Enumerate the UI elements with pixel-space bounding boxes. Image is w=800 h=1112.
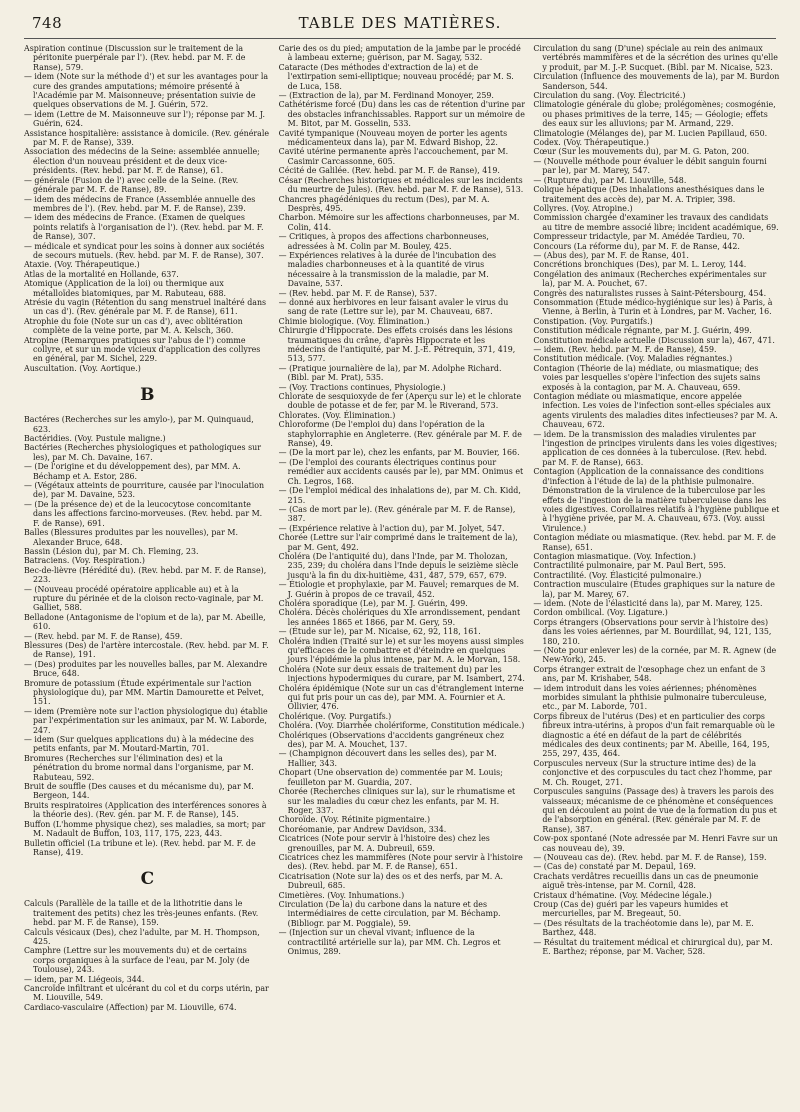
index-entry: Congélation des animaux (Recherches expérimentales sur la), par M. A. Pouchet, 67. — [533, 269, 767, 289]
index-entry: Chancres phagédéniques du rectum (Des), par M. A. Desprès, 495. — [278, 194, 490, 213]
index-entry: Concours (La réforme du), par M. F. de Ranse, 442. — [533, 241, 740, 251]
index-entry: Commission chargée d'examiner les travaux des candidats au titre de membre associé libre; incident académique, 69. — [533, 213, 779, 232]
index-entry: Climatologie (Mélanges de), par M. Lucien Papillaud, 650. — [533, 128, 768, 138]
index-columns — [24, 44, 780, 1106]
index-entry: Bruit de souffle (Des causes et du mécanisme du), par M. Bergeon, 144. — [24, 782, 254, 801]
index-entry: Corpuscules nerveux (Sur la structure intime des) de la conjonctive et des corpuscules du tact chez l'homme, par M. Ch. Rouget, 271. — [533, 758, 772, 787]
index-entry: Choroïde. (Voy. Rétinite pigmentaire.) — [278, 815, 431, 825]
index-entry: Cavité tympanique (Nouveau moyen de porter les agents médicamenteux dans la), par M. Edward Bishop, 22. — [278, 128, 508, 148]
index-entry: Batraciens. (Voy. Respiration.) — [24, 556, 145, 566]
index-entry: Bec-de-lièvre (Hérédité du). (Rev. hebd. par M. F. de Ranse), 223. — [24, 565, 267, 585]
index-entry: Cow-pox spontané (Note adressée par M. Henri Favre sur un cas nouveau de), 39. — [533, 834, 778, 853]
index-entry: — (Expérience relative à l'action du), par M. Jolyet, 547. — [278, 523, 505, 533]
index-entry: Ataxie. (Voy. Thérapeutique.) — [24, 260, 140, 270]
index-entry: — idem (Première note sur l'action physiologique du) établie par l'expérimentation sur les animaux, par M. W. Laborde, 247. — [24, 706, 268, 735]
index-entry: Constitution médicale actuelle (Discussion sur la), 467, 471. — [533, 335, 775, 345]
index-entry: — (Note pour enlever les) de la cornée, par M. R. Agnew (de New-York), 245. — [533, 646, 777, 665]
index-entry: Cholériques (Observations d'accidents gangréneux chez des), par M. A. Mouchet, 137. — [278, 730, 504, 750]
index-entry: — (Végétaux atteints de pourriture, causée par l'inoculation de), par M. Davaine, 523. — [24, 481, 265, 500]
index-entry: Atropine (Remarques pratiques sur l'abus de l') comme collyre, et sur un mode vicieux d'application des collyres en général, par M. Sichel, 229. — [24, 335, 261, 364]
index-entry: — (Rev. hebd. par M. F. de Ranse), 459. — [24, 631, 183, 641]
index-entry: Corpuscules sanguins (Passage des) à travers les parois des vaisseaux; mécanisme de ce phénomène et conséquences qui en découlent au point de vue de la formation du pus et de l'absorption en général. (Rev. générale par M. F. de Ranse), 387. — [533, 787, 777, 834]
index-entry: Corps étranger extrait de l'œsophage chez un enfant de 3 ans, par M. Krishaber, 548. — [533, 664, 766, 684]
index-entry: — (De la présence de) et de la leucocytose concomitante dans les affections farcino-morveuses. (Rev. hebd. par M. F. de Ranse), 691. — [24, 499, 263, 528]
index-entry: Compresseur tridactyle, par M. Amédée Tardieu, 70. — [533, 232, 745, 242]
index-entry: — idem des médecins de France. (Examen de quelques points relatifs à l'organisation de l'). (Rev. hebd. par M. F. de Ranse), 307. — [24, 213, 264, 242]
index-entry: Charbon. Mémoire sur les affections charbonneuses, par M. Colin, 414. — [278, 213, 520, 232]
index-entry: Choléra (Note sur deux essais de traitement du) par les injections hypodermiques du curare, par M. Isambert, 274. — [278, 664, 525, 684]
index-entry: Croup (Cas de) guéri par les vapeurs humides et mercurielles, par M. Bregeaut, 50. — [533, 899, 729, 919]
index-entry: — (Pratique journalière de la), par M. Adolphe Richard. (Bibl. par M. Prat), 535. — [278, 363, 502, 383]
index-entry: — idem introduit dans les voies aériennes; phénomènes morbides simulant la phthisie pulmonaire tuberculeuse, etc., par M. Laborde, 701. — [533, 683, 767, 712]
index-entry: Choléra épidémique (Note sur un cas d'étranglement interne qui fut pris pour un cas de), par MM. A. Fournier et A. Ollivier, 476. — [278, 683, 524, 712]
index-entry: Colique hépatique (Des inhalations anesthésiques dans le traitement des accès de), par M. A. Tripier, 398. — [533, 185, 765, 204]
index-entry: Constitution médicale régnante, par M. J. Guérin, 499. — [533, 326, 752, 336]
index-entry: Choléra. (Voy. Diarrhée cholériforme, Constitution médicale.) — [278, 721, 525, 731]
index-entry: Cholérique. (Voy. Purgatifs.) — [278, 711, 392, 721]
index-entry: — (Voy. Tractions continues, Physiologie.) — [278, 382, 446, 392]
index-entry: Bactéries (Recherches physiologiques et pathologiques sur les), par M. Ch. Davaine, 167. — [24, 443, 261, 462]
index-entry: Choléra sporadique (Le), par M. J. Guérin, 499. — [278, 598, 468, 608]
index-entry: Chorée (Lettre sur l'air comprimé dans le traitement de la), par M. Gent, 492. — [278, 533, 518, 552]
index-entry: — (Nouvelle méthode pour évaluer le débit sanguin fourni par le), par M. Marey, 547. — [533, 156, 767, 176]
index-column-3 — [533, 44, 780, 1106]
index-entry: Cordon ombilical. (Voy. Ligature.) — [533, 608, 668, 618]
index-entry: — médicale et syndicat pour les soins à donner aux sociétés de secours mutuels. (Rev. hebd. par M. F. de Ranse), 307. — [24, 241, 265, 260]
index-entry: — (De l'emploi des courants électriques continus pour remédier aux accidents causés par le), par MM. Onimus et Ch. Legros, 168. — [278, 457, 524, 486]
index-entry: Cimetières. (Voy. Inhumations.) — [278, 890, 405, 900]
index-entry: Bruits respiratoires (Application des interférences sonores à la théorie des). (Rev. gén. par M. F. de Ranse), 145. — [24, 800, 267, 820]
index-entry: — (Étude sur le), par M. Nicaise, 62, 92, 118, 161. — [278, 627, 481, 637]
index-entry: — (De l'origine et du développement des), par MM. A. Béchamp et A. Estor, 286. — [24, 462, 241, 481]
index-entry: Chloroforme (De l'emploi du) dans l'opération de la staphylorraphie en Angleterre. (Rev. générale par M. F. de Ranse), 49. — [278, 420, 522, 449]
index-entry: Choléra indien (Traité sur le) et sur les moyens aussi simples qu'efficaces de le combattre et d'éteindre en quelques jours l'épidémie la plus intense, par M. A. le Morvan, 158. — [278, 636, 524, 665]
index-entry: — (Des résultats de la trachéotomie dans le), par M. E. Barthez, 448. — [533, 918, 754, 938]
running-title: TABLE DES MATIÈRES. — [298, 14, 502, 32]
index-entry: — idem, par M. Liégeois, 344. — [24, 974, 145, 984]
index-entry: Balles (Blessures produites par les nouvelles), par M. Alexander Bruce, 648. — [24, 528, 238, 547]
index-entry: Corps fibreux de l'utérus (Des) et en particulier des corps fibreux intra-utérins, à propos d'un fait remarquable où le diagnostic a été en défaut de la part de célébrités médicales des deux continents; par M. Abeille, 164, 195, 255, 297, 435, 464. — [533, 711, 775, 759]
index-entry: — (Cas de mort par le). (Rev. générale par M. F. de Ranse), 387. — [278, 504, 516, 524]
section-letter: B — [140, 385, 155, 406]
index-entry: — (Nouveau procédé opératoire applicable au) et à la rupture du périnée et de la cloison recto-vaginale, par M. Galliet, 588. — [24, 584, 264, 613]
index-entry: — Critiques, à propos des affections charbonneuses, adressées à M. Colin par M. Bouley, 425. — [278, 232, 489, 251]
index-entry: Atomique (Application de la loi) ou thermique aux métalloïdes biatomiques, par M. Rabuteau, 688. — [24, 279, 227, 298]
index-entry: Bactéres (Recherches sur les amylo-), par M. Quinquaud, 623. — [24, 415, 254, 434]
index-entry: — (De l'emploi médical des inhalations de), par M. Ch. Kidd, 215. — [278, 486, 521, 505]
index-entry: Chirurgie d'Hippocrate. Des effets croisés dans les lésions traumatiques du crâne, d'après Hippocrate et les médecins de l'antiquité, par M. J.-E. Pétrequin, 371, 419, 513, 577. — [278, 326, 516, 364]
index-entry: Cathétérisme forcé (Du) dans les cas de rétention d'urine par des obstacles infranchissables. Rapport sur un mémoire de M. Bitot, par M. Gosselin, 533. — [278, 100, 526, 129]
index-column-1 — [24, 44, 271, 1106]
index-entry: Atlas de la mortalité en Hollande, 637. — [24, 269, 179, 279]
index-entry: Cicatrisation (Note sur la) des os et des nerfs, par M. A. Dubreuil, 685. — [278, 871, 503, 891]
index-entry: Contagion médiate ou miasmatique, encore appelée infection. Les voies de l'infection sont-elles spéciales aux agents virulents des maladies dites infectieuses? par M. A. Chauveau, 672. — [533, 392, 778, 430]
index-entry: — (Abus des), par M. F. de Ranse, 401. — [533, 250, 689, 260]
index-column-2 — [279, 44, 526, 1106]
index-entry: Contagion (Théorie de la) médiate, ou miasmatique; des voies par lesquelles s'opère l'infection des sujets sains exposés à la contagion, par M. A. Chauveau, 659. — [533, 363, 761, 392]
index-entry: Calculs vésicaux (Des), chez l'adulte, par M. H. Thompson, 425. — [24, 927, 260, 946]
index-entry: Camphre (Lettre sur les mouvements du) et de certains corps organiques à la surface de l'eau, par M. Joly (de Toulouse), 243. — [24, 946, 250, 975]
index-entry: Corps étrangers (Observations pour servir à l'histoire des) dans les voies aériennes, par M. Bourdillat, 94, 121, 135, 180, 210. — [533, 617, 772, 646]
index-entry: — (Rupture du), par M. Liouville, 548. — [533, 175, 687, 185]
index-entry: — (Des) produites par les nouvelles balles, par M. Alexandre Bruce, 648. — [24, 659, 268, 679]
index-entry: — (Champignon découvert dans les selles des), par M. Hallier, 343. — [278, 749, 497, 768]
index-entry: Contractilité pulmonaire, par M. Paul Bert, 595. — [533, 561, 726, 571]
index-entry: Atrophie du foie (Note sur un cas d'), avec oblitération complète de la veine porte, par M. A. Kelsch, 360. — [24, 316, 243, 336]
index-entry: — donné aux herbivores en leur faisant avaler le virus du sang de rate (Lettre sur le), par M. Chauveau, 687. — [278, 297, 509, 317]
index-entry: Belladone (Antagonisme de l'opium et de la), par M. Abeille, 610. — [24, 612, 266, 632]
index-entry: Blessures (Des) de l'artère intercostale. (Rev. hebd. par M. F. de Ranse), 191. — [24, 640, 269, 660]
index-entry: — idem. (Rev. hebd. par M. F. de Ranse), 459. — [533, 345, 717, 354]
index-entry: — idem (Note sur la méthode d') et sur les avantages pour la cure des grandes amputations; mémoire présenté à l'Académie par M. Maisonneuve; présentation suivie de quelques observations de M. J. Guérin, 572. — [24, 72, 269, 110]
index-entry: — idem. De la transmission des maladies virulentes par l'ingestion de principes virulents dans les voies digestives; application de ces données à la tuberculose. (Rev. hebd. par M. F. de Ranse), 663. — [533, 429, 778, 467]
index-entry: Contagion (Application de la connaissance des conditions d'infection à l'étude de la) de la phthisie pulmonaire. Démonstration de la virulence de la tuberculose par les effets de l'ingestion de la matière tuberculeuse dans les voies digestives. Corollaires relatifs à l'hygiène publique et à l'hygiène privée, par M. A. Chauveau, 673. (Voy. aussi Virulence.) — [533, 467, 780, 533]
index-entry: Circulation du sang. (Voy. Électricité.) — [533, 91, 686, 101]
index-entry: Aspiration continue (Discussion sur le traitement de la péritonite puerpérale par l'). (Rev. hebd. par M. F. de Ranse), 579. — [24, 44, 246, 72]
index-entry: Congrès des naturalistes russes à Saint-Pétersbourg, 454. — [533, 288, 767, 298]
index-entry: Buffon (L'homme physique chez), ses maladies, sa mort; par M. Nadault de Buffon, 103, 117, 175, 223, 443. — [24, 819, 266, 839]
index-entry: Association des médecins de la Seine: assemblée annuelle; élection d'un nouveau président et de deux vice-présidents. (Rev. hebd. par M. F. de Ranse), 61. — [24, 147, 260, 176]
index-entry: Codex. (Voy. Thérapeutique.) — [533, 138, 649, 148]
index-entry: Climatologie générale du globe; prolégomènes; cosmogénie, ou phases primitives de la terre, 145; — Géologie; effets des eaux sur les alluvions; par M. Armand, 229. — [533, 100, 776, 129]
index-entry: Cardiaco-vasculaire (Affection) par M. Liouville, 674. — [24, 1002, 237, 1012]
index-entry: — (De la mort par le), chez les enfants, par M. Bouvier, 166. — [278, 448, 520, 458]
index-entry: Bassin (Lésion du), par M. Ch. Fleming, 23. — [24, 546, 199, 556]
index-entry: Cécité de Galilée. (Rev. hebd. par M. F. de Ranse), 419. — [278, 166, 500, 176]
index-entry: Bactéridies. (Voy. Pustule maligne.) — [24, 434, 166, 444]
index-entry: Crachats verdâtres recueillis dans un cas de pneumonie aiguë très-intense, par M. Cornil, 428. — [533, 871, 759, 891]
index-entry: — idem (Lettre de M. Maisonneuve sur l'); réponse par M. J. Guérin, 624. — [24, 109, 265, 129]
index-entry: Chimie biologique. (Voy. Élimination.) — [278, 316, 430, 326]
index-entry: — idem (Sur quelques applications du) à la médecine des petits enfants, par M. Moutard-Martin, 701. — [24, 735, 254, 754]
index-entry: Choréomanie, par Andrew Davidson, 334. — [278, 824, 447, 834]
index-entry: Cœur (Sur les mouvements du), par M. G. Paton, 200. — [533, 147, 750, 157]
index-entry: Concrétions bronchiques (Des), par M. L. Leroy, 144. — [533, 260, 747, 270]
index-entry: — (Extraction de la), par M. Ferdinand Monoyer, 259. — [278, 91, 494, 101]
index-entry: Bulletin officiel (La tribune et le). (Rev. hebd. par M. F. de Ranse), 419. — [24, 838, 256, 857]
index-entry: — (Rev. hebd. par M. F. de Ranse), 537. — [278, 288, 438, 298]
index-entry: Cristaux d'hématine. (Voy. Médecine légale.) — [533, 890, 712, 900]
index-entry: Cavité utérine permanente après l'accouchement, par M. Casimir Carcassonne, 605. — [278, 147, 509, 166]
index-entry: Calculs (Parallèle de la taille et de la lithotritie dans le traitement des petits) chez les très-jeunes enfants. (Rev. hebd. par M. F. de Ranse), 159. — [24, 899, 259, 928]
index-entry: Choléra. Décès cholériques du XIe arrondissement, pendant les années 1865 et 1866, par M. Gery, 59. — [278, 608, 521, 627]
index-entry: Cicatrices chez les mammifères (Note pour servir à l'histoire des). (Rev. hebd. par M. F. de Ranse), 651. — [278, 852, 523, 872]
page-number: 748 — [32, 14, 63, 32]
index-entry: Contractilité. (Voy. Élasticité pulmonaire.) — [533, 570, 702, 580]
index-entry: Assistance hospitalière: assistance à domicile. (Rev. générale par M. F. de Ranse), 339. — [24, 128, 270, 148]
index-entry: Cataracte (Des méthodes d'extraction de la) et de l'extirpation semi-elliptique; nouveau procédé; par M. S. de Luca, 158. — [278, 62, 514, 91]
index-entry: Bromure de potassium (Étude expérimentale sur l'action physiologique du), par MM. Martin Damourette et Pelvet, 151. — [24, 678, 264, 707]
section-letter: C — [140, 869, 155, 890]
index-entry: — Étiologie et prophylaxie, par M. Fauvel; remarques de M. J. Guérin à propos de ce travail, 452. — [278, 580, 519, 599]
index-entry: Bromures (Recherches sur l'élimination des) et la pénétration du brome normal dans l'organisme, par M. Rabuteau, 592. — [24, 753, 254, 782]
index-entry: Atrésie du vagin (Rétention du sang menstruel inaltéré dans un cas d'). (Rev. générale par M. F. de Ranse), 611. — [24, 297, 267, 317]
index-entry: Cicatrices (Note pour servir à l'histoire des) chez les grenouilles, par M. A. Dubreuil, 659. — [278, 834, 490, 853]
index-entry: Contraction musculaire (Études graphiques sur la nature de la), par M. Marey, 67. — [533, 580, 775, 599]
index-entry: — Expériences relatives à la durée de l'incubation des maladies charbonneuses et à la quantité de virus nécessaire à la transmission de la maladie, par M. Davaine, 537. — [278, 250, 497, 289]
index-entry: Contagion médiate ou miasmatique. (Rev. hebd. par M. F. de Ranse), 651. — [533, 533, 776, 552]
index-entry: — (Injection sur un cheval vivant; influence de la contractilité artérielle sur la), par MM. Ch. Legros et Onimus, 289. — [278, 928, 501, 956]
index-entry: Chlorate de sesquioxyde de fer (Aperçu sur le) et le chlorate double de potasse et de fer, par M. le Riverand, 573. — [278, 392, 522, 411]
index-entry: Chlorates. (Voy. Élimination.) — [278, 410, 396, 420]
index-entry: Consommation (Étude médico-hygiénique sur les) à Paris, à Vienne, à Berlin, à Turin et à Londres, par M. Vacher, 16. — [533, 297, 773, 317]
index-entry: — générale (Fusion de l') avec celle de la Seine. (Rev. générale par M. F. de Ranse), 89. — [24, 175, 239, 195]
index-entry: — (Cas de) constaté par M. Depaul, 169. — [533, 862, 697, 872]
index-entry: — idem des médecins de France (Assemblée annuelle des membres de l'). (Rev. hebd. par M. F. de Ranse), 239. — [24, 194, 256, 213]
index-entry: Chopart (Une observation de) commentée par M. Louis; feuilleton par M. Guardia, 207. — [278, 768, 503, 787]
index-entry: Constitution médicale. (Voy. Maladies régnantes.) — [533, 354, 733, 364]
page-header — [24, 12, 776, 39]
index-entry: Auscultation. (Voy. Aortique.) — [24, 363, 141, 373]
index-entry: — (Nouveau cas de). (Rev. hebd. par M. F. de Ranse), 159. — [533, 852, 767, 862]
index-entry: Carie des os du pied; amputation de la jambe par le procédé à lambeau externe; guérison, par M. Sagay, 532. — [278, 44, 521, 63]
index-entry: Circulation du sang (D'une) spéciale au rein des animaux vertébrés mammifères et de la sécrétion des urines qu'elle y produit, par M. J.-P. Sucquet. (Bibl. par M. Nicaise, 523. — [533, 44, 778, 72]
index-entry: — Résultat du traitement médical et chirurgical du), par M. E. Barthez; réponse, par M. Vacher, 528. — [533, 937, 773, 956]
index-entry: Choléra (De l'antiquité du), dans l'Inde, par M. Tholozan, 235, 239; du choléra dans l'Inde depuis le seizième siècle jusqu'à la fin du dix-huitième, 431, 487, 579, 657, 679. — [278, 551, 519, 580]
index-entry: Contagion miasmatique. (Voy. Infection.) — [533, 551, 697, 561]
index-entry: Collyres. (Voy. Atropine.) — [533, 203, 633, 213]
index-entry: Chorée (Recherches cliniques sur la), sur le rhumatisme et sur les maladies du cœur chez les enfants, par M. H. Roger, 337. — [278, 787, 516, 815]
index-entry: Constipation. (Voy. Purgatifs.) — [533, 316, 653, 326]
index-entry: — idem. (Note de l'élasticité dans la), par M. Marey, 125. — [533, 598, 763, 608]
index-entry: César (Recherches historiques et médicales sur les incidents du meurtre de Jules). (Rev. hebd. par M. F. de Ranse), 513. — [278, 175, 524, 195]
index-entry: Cancroïde infiltrant et ulcérant du col et du corps utérin, par M. Liouville, 549. — [24, 983, 269, 1003]
index-entry: Circulation (Influence des mouvements de la), par M. Burdon Sanderson, 544. — [533, 72, 780, 91]
index-entry: Circulation (De la) du carbone dans la nature et des intermédiaires de cette circulation, par M. Béchamp. (Bibliogr. par M. Poggiale), 59. — [278, 899, 501, 928]
